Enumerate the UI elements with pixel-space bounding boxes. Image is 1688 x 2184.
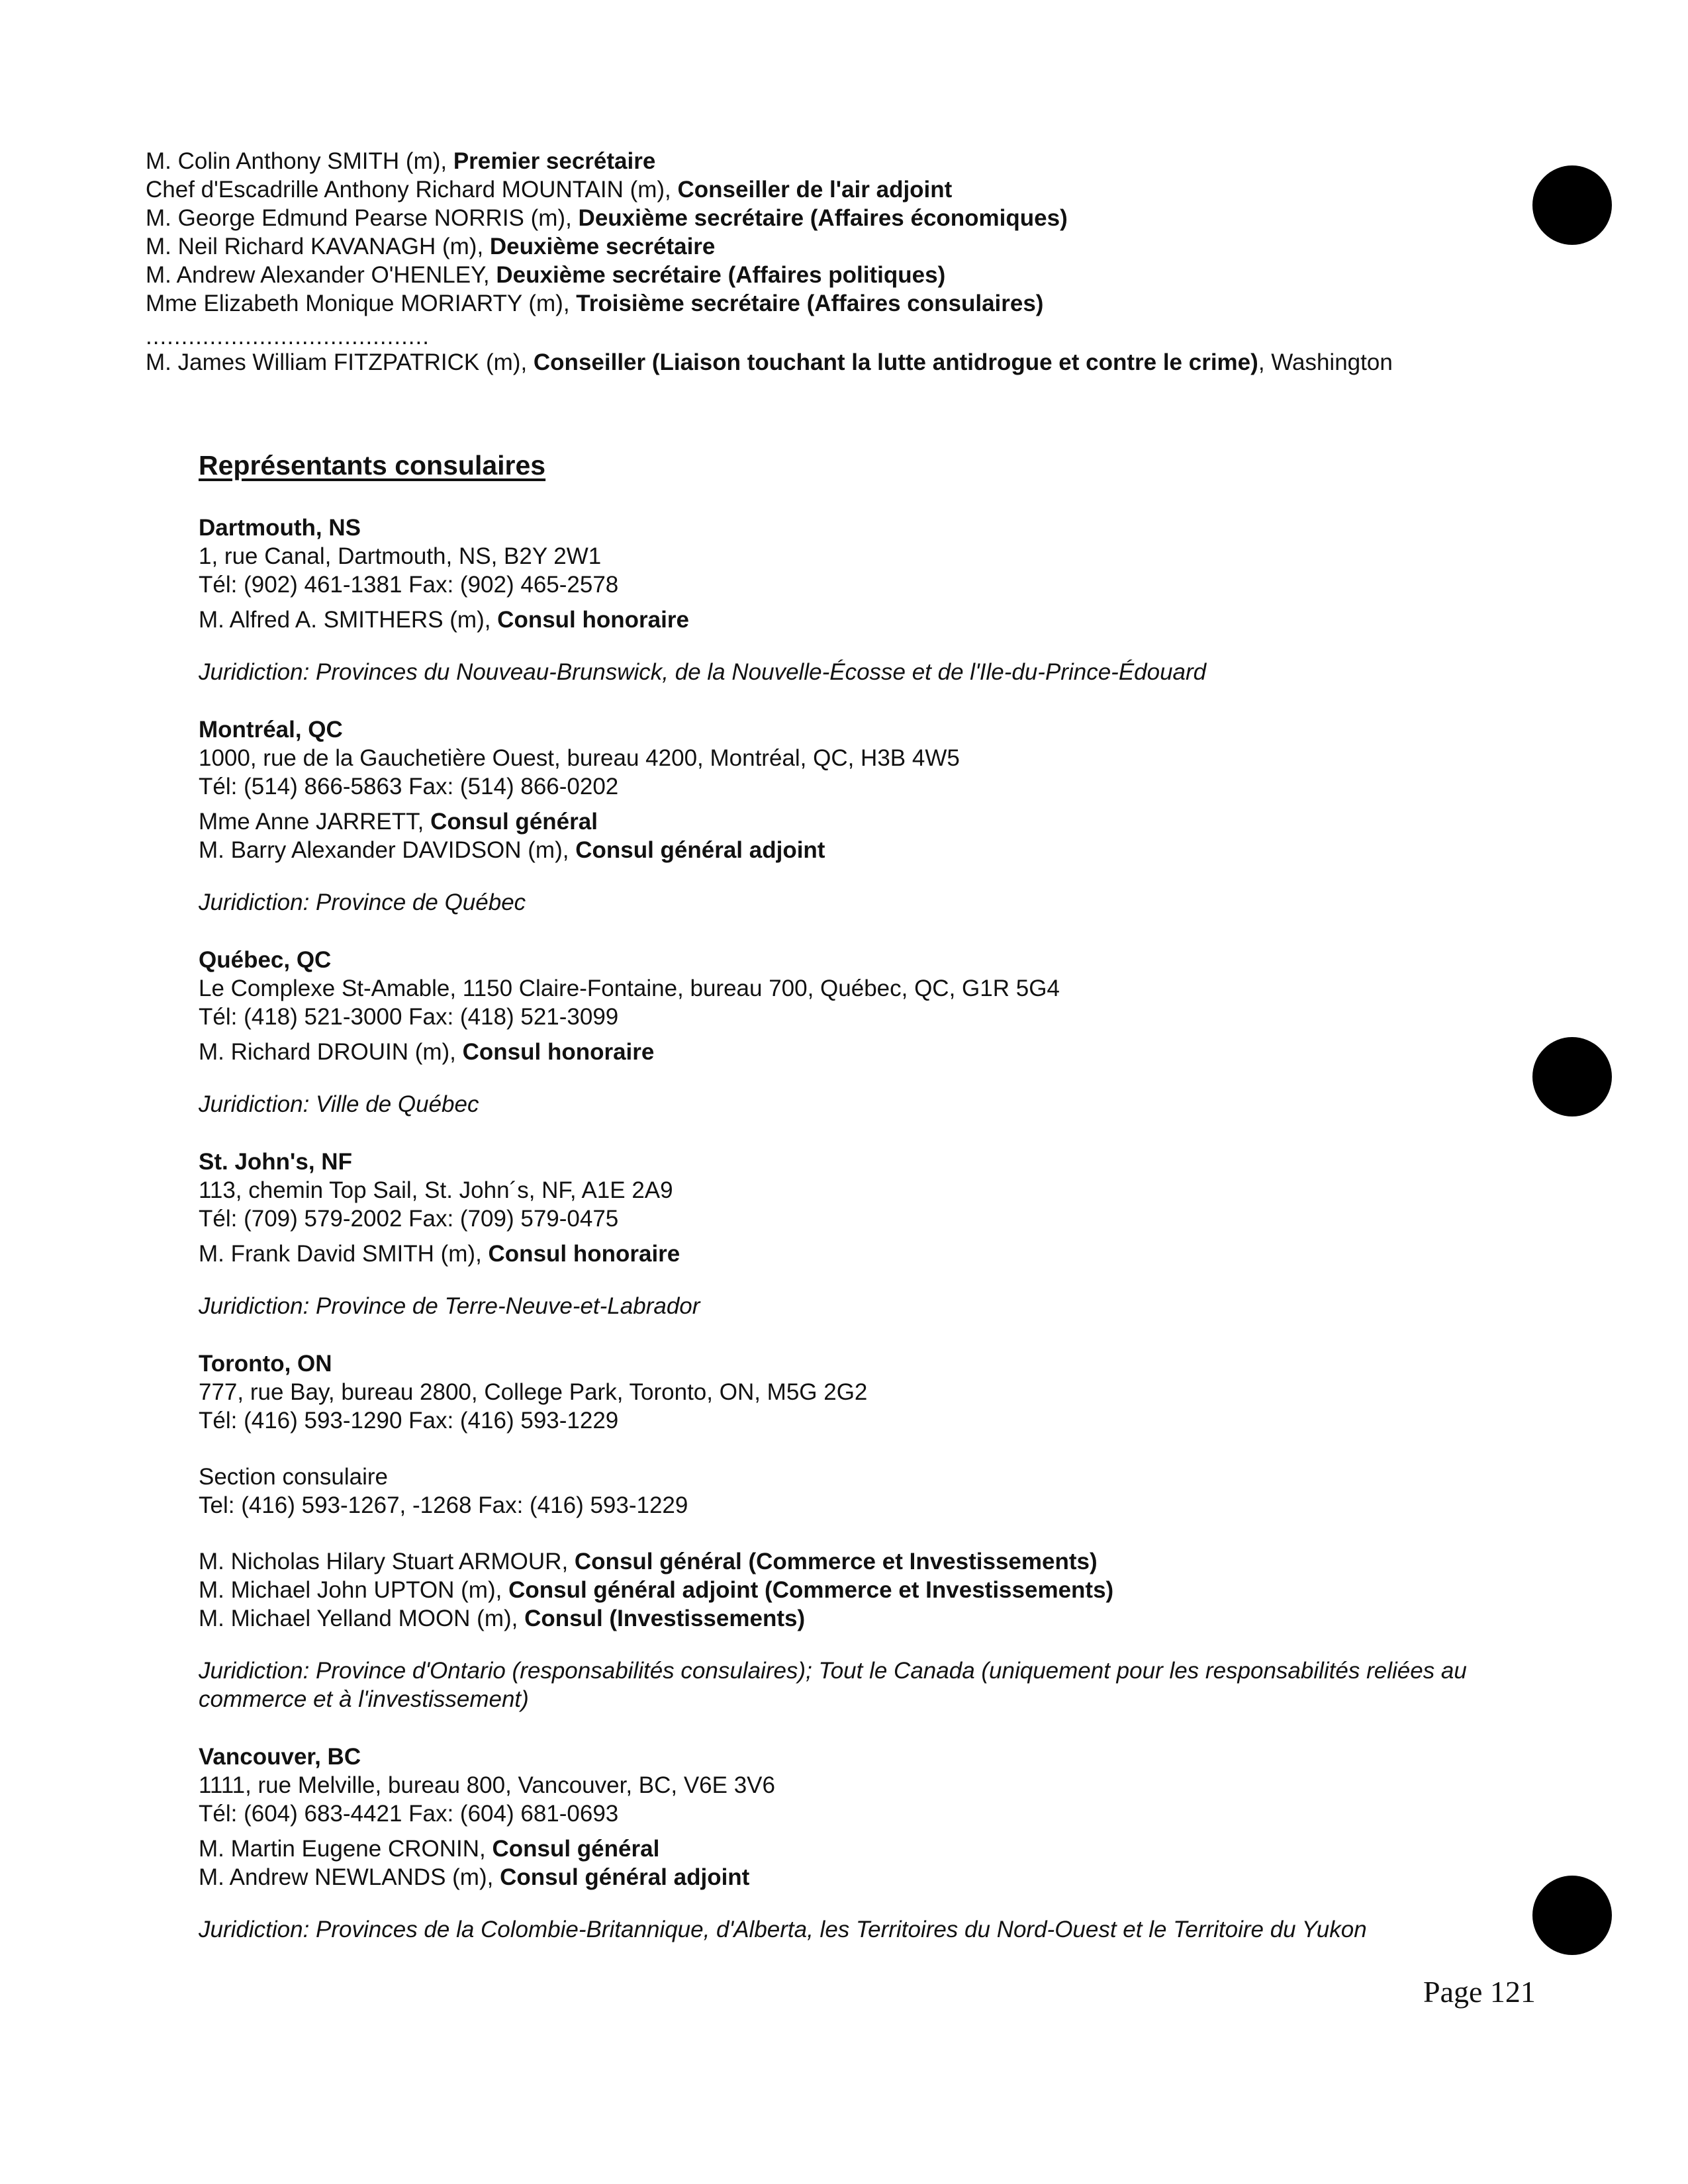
punch-hole-bottom	[1532, 1876, 1612, 1955]
staff-entry	[146, 147, 1556, 175]
staff-entry	[146, 261, 1556, 289]
staff-entry	[146, 348, 1556, 377]
office-phone: Tél: (416) 593-1290 Fax: (416) 593-1229	[199, 1408, 619, 1433]
office-phone: Tél: (418) 521-3000 Fax: (418) 521-3099	[199, 1004, 619, 1030]
office-address: 1000, rue de la Gauchetière Ouest, bureau 4200, Montréal, QC, H3B 4W5	[199, 745, 960, 771]
office-dartmouth	[199, 514, 1536, 686]
staff-title: Conseiller de l'air adjoint	[677, 177, 953, 203]
staff-name: M. Colin Anthony SMITH (m),	[146, 148, 453, 174]
office-city: Québec, QC	[199, 947, 332, 973]
person-title: Consul honoraire	[488, 1241, 680, 1267]
office-people	[199, 1038, 1536, 1066]
person-name: M. Michael Yelland MOON (m),	[199, 1606, 525, 1631]
office-address: 777, rue Bay, bureau 2800, College Park, Toronto, ON, M5G 2G2	[199, 1379, 868, 1405]
office-montreal	[199, 715, 1536, 917]
person-title: Consul honoraire	[462, 1039, 655, 1065]
person-entry	[199, 1835, 1536, 1863]
office-toronto	[199, 1349, 1536, 1713]
section-heading: Représentants consulaires	[199, 450, 546, 480]
person-name: M. Frank David SMITH (m),	[199, 1241, 489, 1267]
punch-hole-middle	[1532, 1037, 1612, 1116]
person-entry	[199, 1576, 1536, 1604]
person-entry	[199, 1547, 1536, 1576]
staff-entry	[146, 175, 1556, 204]
office-phone: Tél: (709) 579-2002 Fax: (709) 579-0475	[199, 1206, 619, 1232]
consular-section	[199, 1463, 1536, 1520]
staff-name: M. Andrew Alexander O'HENLEY,	[146, 262, 496, 288]
person-name: Mme Anne JARRETT,	[199, 809, 431, 835]
person-name: M. Barry Alexander DAVIDSON (m),	[199, 837, 576, 863]
office-city: Toronto, ON	[199, 1351, 332, 1377]
separator-dots: ........................................	[146, 324, 430, 349]
staff-title: Premier secrétaire	[453, 148, 656, 174]
person-name: M. Andrew NEWLANDS (m),	[199, 1864, 500, 1890]
staff-name: Chef d'Escadrille Anthony Richard MOUNTAIN (m),	[146, 177, 678, 203]
section-label: Section consulaire	[199, 1464, 388, 1490]
staff-entry	[146, 204, 1556, 232]
staff-entry	[146, 289, 1556, 318]
page-number: Page 121	[1423, 1975, 1536, 2009]
office-phone: Tél: (604) 683-4421 Fax: (604) 681-0693	[199, 1801, 619, 1827]
office-people	[199, 1835, 1536, 1891]
person-title: Consul honoraire	[497, 607, 689, 633]
staff-title: Troisième secrétaire (Affaires consulaires)	[576, 291, 1044, 316]
embassy-staff-list	[146, 147, 1556, 377]
office-people	[199, 606, 1536, 634]
person-title: Consul général adjoint	[575, 837, 825, 863]
office-address: 1111, rue Melville, bureau 800, Vancouver, BC, V6E 3V6	[199, 1772, 775, 1798]
office-phone: Tél: (902) 461-1381 Fax: (902) 465-2578	[199, 572, 619, 598]
person-entry	[199, 1038, 1536, 1066]
staff-title: Deuxième secrétaire (Affaires politiques)	[496, 262, 946, 288]
person-entry	[199, 1863, 1536, 1891]
office-quebec	[199, 946, 1536, 1118]
staff-location: , Washington	[1258, 349, 1393, 375]
staff-entry	[146, 232, 1556, 261]
person-title: Consul général adjoint (Commerce et Investissements)	[508, 1577, 1114, 1603]
office-jurisdiction: Juridiction: Provinces de la Colombie-Britannique, d'Alberta, les Territoires du Nord-Ouest et le Territoire du Yukon	[199, 1917, 1367, 1942]
office-jurisdiction: Juridiction: Province d'Ontario (responsabilités consulaires); Tout le Canada (uniquement pour les responsabilités reliées au commerce et à l'investissement)	[199, 1658, 1467, 1712]
staff-name: M. James William FITZPATRICK (m),	[146, 349, 534, 375]
person-title: Consul général (Commerce et Investissements)	[574, 1549, 1098, 1574]
person-title: Consul général adjoint	[500, 1864, 750, 1890]
person-entry	[199, 836, 1536, 864]
person-name: M. Michael John UPTON (m),	[199, 1577, 509, 1603]
person-title: Consul général	[492, 1836, 660, 1862]
office-city: Montréal, QC	[199, 717, 343, 743]
office-address: 1, rue Canal, Dartmouth, NS, B2Y 2W1	[199, 543, 602, 569]
person-title: Consul général	[430, 809, 598, 835]
office-jurisdiction: Juridiction: Province de Terre-Neuve-et-Labrador	[199, 1293, 700, 1319]
person-entry	[199, 807, 1536, 836]
office-city: Vancouver, BC	[199, 1744, 361, 1770]
office-phone: Tél: (514) 866-5863 Fax: (514) 866-0202	[199, 774, 619, 799]
office-city: St. John's, NF	[199, 1149, 352, 1175]
staff-name: M. Neil Richard KAVANAGH (m),	[146, 234, 490, 259]
section-phone: Tel: (416) 593-1267, -1268 Fax: (416) 593-1229	[199, 1492, 688, 1518]
staff-name: M. George Edmund Pearse NORRIS (m),	[146, 205, 579, 231]
office-vancouver	[199, 1743, 1536, 1944]
office-jurisdiction: Juridiction: Provinces du Nouveau-Brunswick, de la Nouvelle-Écosse et de l'Ile-du-Prince-Édouard	[199, 659, 1207, 685]
office-people	[199, 1240, 1536, 1268]
person-name: M. Martin Eugene CRONIN,	[199, 1836, 492, 1862]
person-entry	[199, 1604, 1536, 1633]
office-jurisdiction: Juridiction: Ville de Québec	[199, 1091, 479, 1117]
office-jurisdiction: Juridiction: Province de Québec	[199, 889, 526, 915]
person-name: M. Alfred A. SMITHERS (m),	[199, 607, 498, 633]
office-st-johns	[199, 1148, 1536, 1320]
office-address: 113, chemin Top Sail, St. John´s, NF, A1E 2A9	[199, 1177, 673, 1203]
person-entry	[199, 1240, 1536, 1268]
staff-title: Deuxième secrétaire (Affaires économiques)	[578, 205, 1068, 231]
staff-title: Conseiller (Liaison touchant la lutte antidrogue et contre le crime)	[533, 349, 1258, 375]
office-people	[199, 807, 1536, 864]
staff-name: Mme Elizabeth Monique MORIARTY (m),	[146, 291, 577, 316]
staff-title: Deuxième secrétaire	[489, 234, 716, 259]
office-people	[199, 1547, 1536, 1633]
person-title: Consul (Investissements)	[524, 1606, 806, 1631]
person-name: M. Nicholas Hilary Stuart ARMOUR,	[199, 1549, 575, 1574]
person-name: M. Richard DROUIN (m),	[199, 1039, 463, 1065]
office-address: Le Complexe St-Amable, 1150 Claire-Fontaine, bureau 700, Québec, QC, G1R 5G4	[199, 976, 1060, 1001]
consular-representatives	[199, 449, 1536, 1973]
office-city: Dartmouth, NS	[199, 515, 361, 541]
person-entry	[199, 606, 1536, 634]
